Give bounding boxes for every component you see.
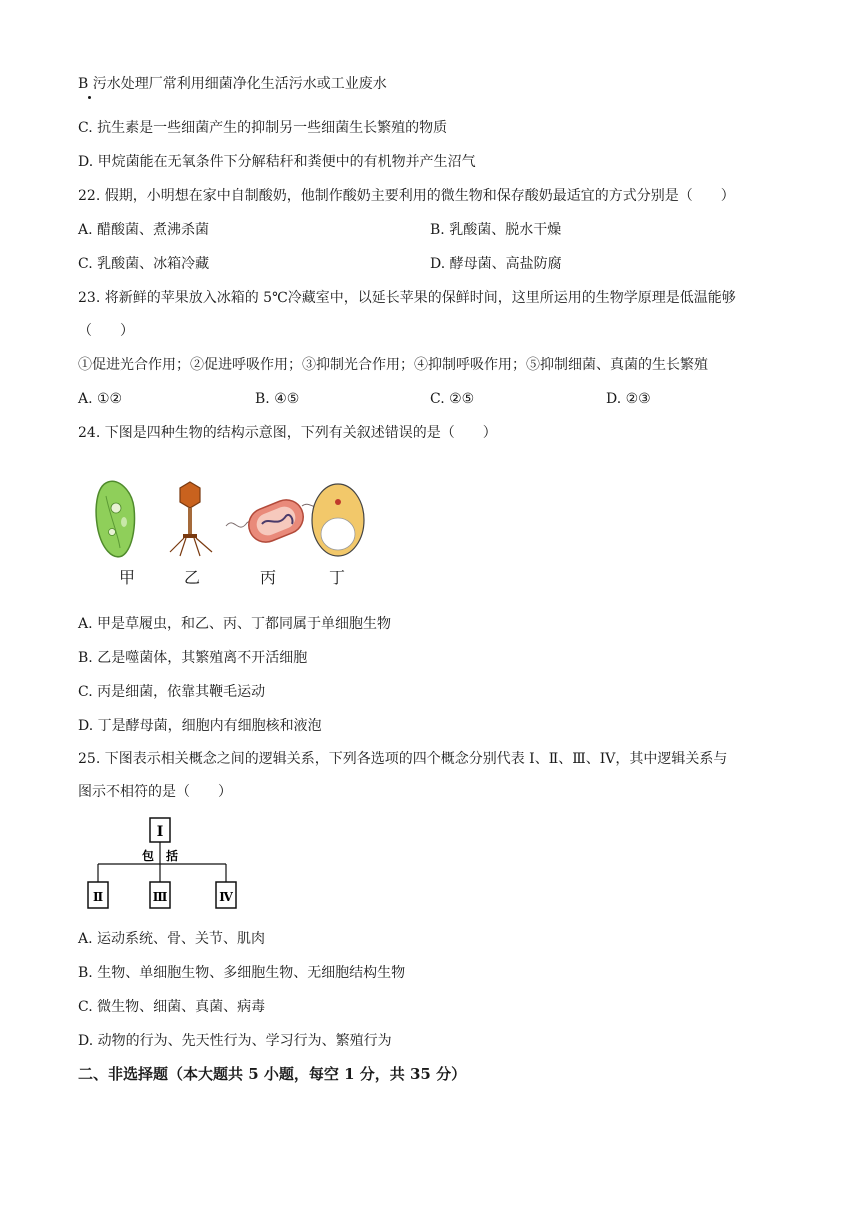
node-iv: Ⅳ <box>219 890 233 904</box>
q23-stem-paren: （ ） <box>78 323 134 339</box>
q23-option-a: A. ①② <box>78 391 123 407</box>
organism-label-yi: 乙 <box>183 568 200 587</box>
q23-choices: ①促进光合作用；②促进呼吸作用；③抑制光合作用；④抑制呼吸作用；⑤抑制细菌、真菌的生长繁殖 <box>78 357 708 373</box>
organism-label-jia: 甲 <box>118 568 135 587</box>
yeast-icon <box>312 484 364 556</box>
q23-option-b: B. ④⑤ <box>255 391 300 407</box>
q23-option-c: C. ②⑤ <box>430 391 475 407</box>
q25-stem: 25. 下图表示相关概念之间的逻辑关系，下列各选项的四个概念分别代表 I、Ⅱ、Ⅲ、IV，其中逻辑关系与 <box>78 751 728 767</box>
label-kuo: 括 <box>165 849 179 863</box>
node-iii: Ⅲ <box>152 890 168 904</box>
node-i: I <box>156 824 164 840</box>
bullet-dot <box>88 96 91 99</box>
q21-option-d: D. 甲烷菌能在无氧条件下分解秸秆和粪便中的有机物并产生沼气 <box>78 154 476 170</box>
q25-option-b: B. 生物、单细胞生物、多细胞生物、无细胞结构生物 <box>78 965 406 981</box>
q22-option-d: D. 酵母菌、高盐防腐 <box>430 256 562 272</box>
q24-option-a: A. 甲是草履虫，和乙、丙、丁都同属于单细胞生物 <box>78 616 392 632</box>
node-ii: Ⅱ <box>92 890 104 904</box>
paramecium-icon <box>96 481 134 557</box>
organism-label-ding: 丁 <box>328 568 345 587</box>
q21-option-c: C. 抗生素是一些细菌产生的抑制另一些细菌生长繁殖的物质 <box>78 120 448 136</box>
q22-option-c: C. 乳酸菌、冰箱冷藏 <box>78 256 210 272</box>
q22-stem: 22. 假期，小明想在家中自制酸奶，他制作酸奶主要利用的微生物和保存酸奶最适宜的方式分别是（ ） <box>78 188 735 204</box>
label-bao: 包 <box>141 849 155 863</box>
organism-label-bing: 丙 <box>259 568 276 587</box>
q24-stem: 24. 下图是四种生物的结构示意图，下列有关叙述错误的是（ ） <box>78 425 497 441</box>
q25-option-a: A. 运动系统、骨、关节、肌肉 <box>78 931 266 947</box>
q22-option-a: A. 醋酸菌、煮沸杀菌 <box>78 222 210 238</box>
concept-tree-diagram <box>84 814 244 914</box>
bacterium-icon <box>226 495 322 548</box>
bacteriophage-icon <box>170 482 212 556</box>
organisms-figure <box>88 476 378 558</box>
section-heading: 二、非选择题（本大题共 5 小题，每空 1 分，共 35 分） <box>78 1065 467 1083</box>
q25-option-d: D. 动物的行为、先天性行为、学习行为、繁殖行为 <box>78 1033 392 1049</box>
q22-option-b: B. 乳酸菌、脱水干燥 <box>430 222 562 238</box>
q24-option-d: D. 丁是酵母菌，细胞内有细胞核和液泡 <box>78 718 322 734</box>
q23-option-d: D. ②③ <box>606 391 651 407</box>
q24-option-c: C. 丙是细菌，依靠其鞭毛运动 <box>78 684 266 700</box>
q21-option-b: B 污水处理厂常利用细菌净化生活污水或工业废水 <box>78 76 387 92</box>
q24-option-b: B. 乙是噬菌体，其繁殖离不开活细胞 <box>78 650 308 666</box>
q25-option-c: C. 微生物、细菌、真菌、病毒 <box>78 999 266 1015</box>
q25-stem-cont: 图示不相符的是（ ） <box>78 784 232 800</box>
q23-stem: 23. 将新鲜的苹果放入冰箱的 5℃冷藏室中，以延长苹果的保鲜时间，这里所运用的生物学原理是低温能够 <box>78 290 736 306</box>
